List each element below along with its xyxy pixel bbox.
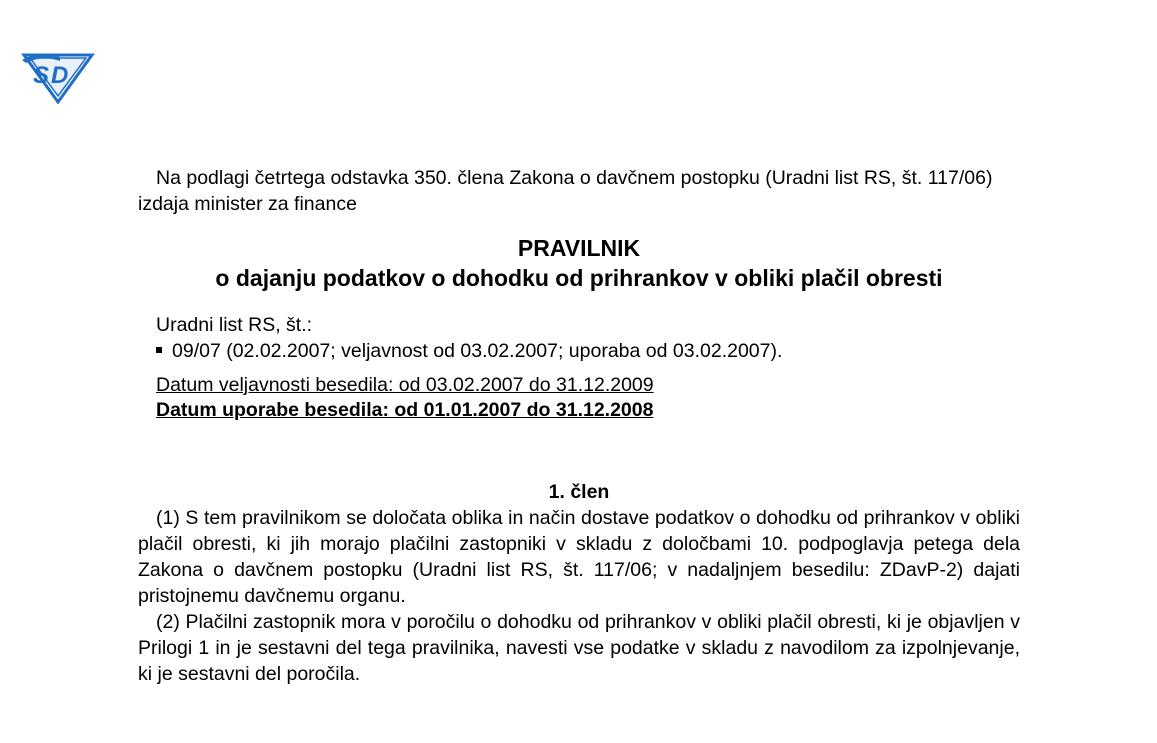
validity-dates bbox=[138, 373, 1020, 423]
sd-shield-logo bbox=[20, 47, 96, 104]
svg-text:D: D bbox=[51, 62, 69, 89]
sd-shield-logo-graphic bbox=[20, 47, 96, 104]
document-page bbox=[138, 165, 1020, 687]
svg-text:S: S bbox=[33, 62, 50, 89]
gazette-info bbox=[138, 312, 1020, 364]
title-main: PRAVILNIK bbox=[517, 235, 641, 261]
date-uporaba: Datum uporabe besedila: od 01.01.2007 do 31.12.2008 bbox=[156, 399, 654, 421]
article-paragraph-2: (2) Plačilni zastopnik mora v poročilu o dohodku od prihrankov v obliki plačil obresti, ki je objavljen v Prilogi 1 in je sestavni del tega pravilnika, navesti vse podatke v skladu z navodilom za izpolnjevanje, ki je sestavni del poročila. bbox=[138, 611, 1020, 685]
gazette-item bbox=[156, 338, 1020, 364]
gazette-label: Uradni list RS, št.: bbox=[156, 314, 313, 336]
intro-paragraph: Na podlagi četrtega odstavka 350. člena Zakona o davčnem postopku (Uradni list RS, št. 117/06) izdaja minister za finance bbox=[138, 167, 993, 215]
title-subtitle: o dajanju podatkov o dohodku od prihrankov v obliki plačil obresti bbox=[215, 265, 943, 291]
article-paragraph-1: (1) S tem pravilnikom se določata oblika in način dostave podatkov o dohodku od prihrankov v obliki plačil obresti, ki jih morajo plačilni zastopniki v skladu z določbami 10. podpoglavja petega dela Zakona o davčnem postopku (Uradni list RS, št. 117/06; v nadaljnjem besedilu: ZDavP-2) dajati pristojnemu davčnemu organu. bbox=[138, 507, 1020, 607]
bullet-icon bbox=[156, 347, 162, 353]
date-veljavnost: Datum veljavnosti besedila: od 03.02.2007 do 31.12.2009 bbox=[156, 374, 654, 396]
gazette-item-text: 09/07 (02.02.2007; veljavnost od 03.02.2007; uporaba od 03.02.2007). bbox=[172, 340, 783, 362]
article-title: 1. člen bbox=[548, 481, 610, 503]
document-title bbox=[138, 233, 1020, 293]
